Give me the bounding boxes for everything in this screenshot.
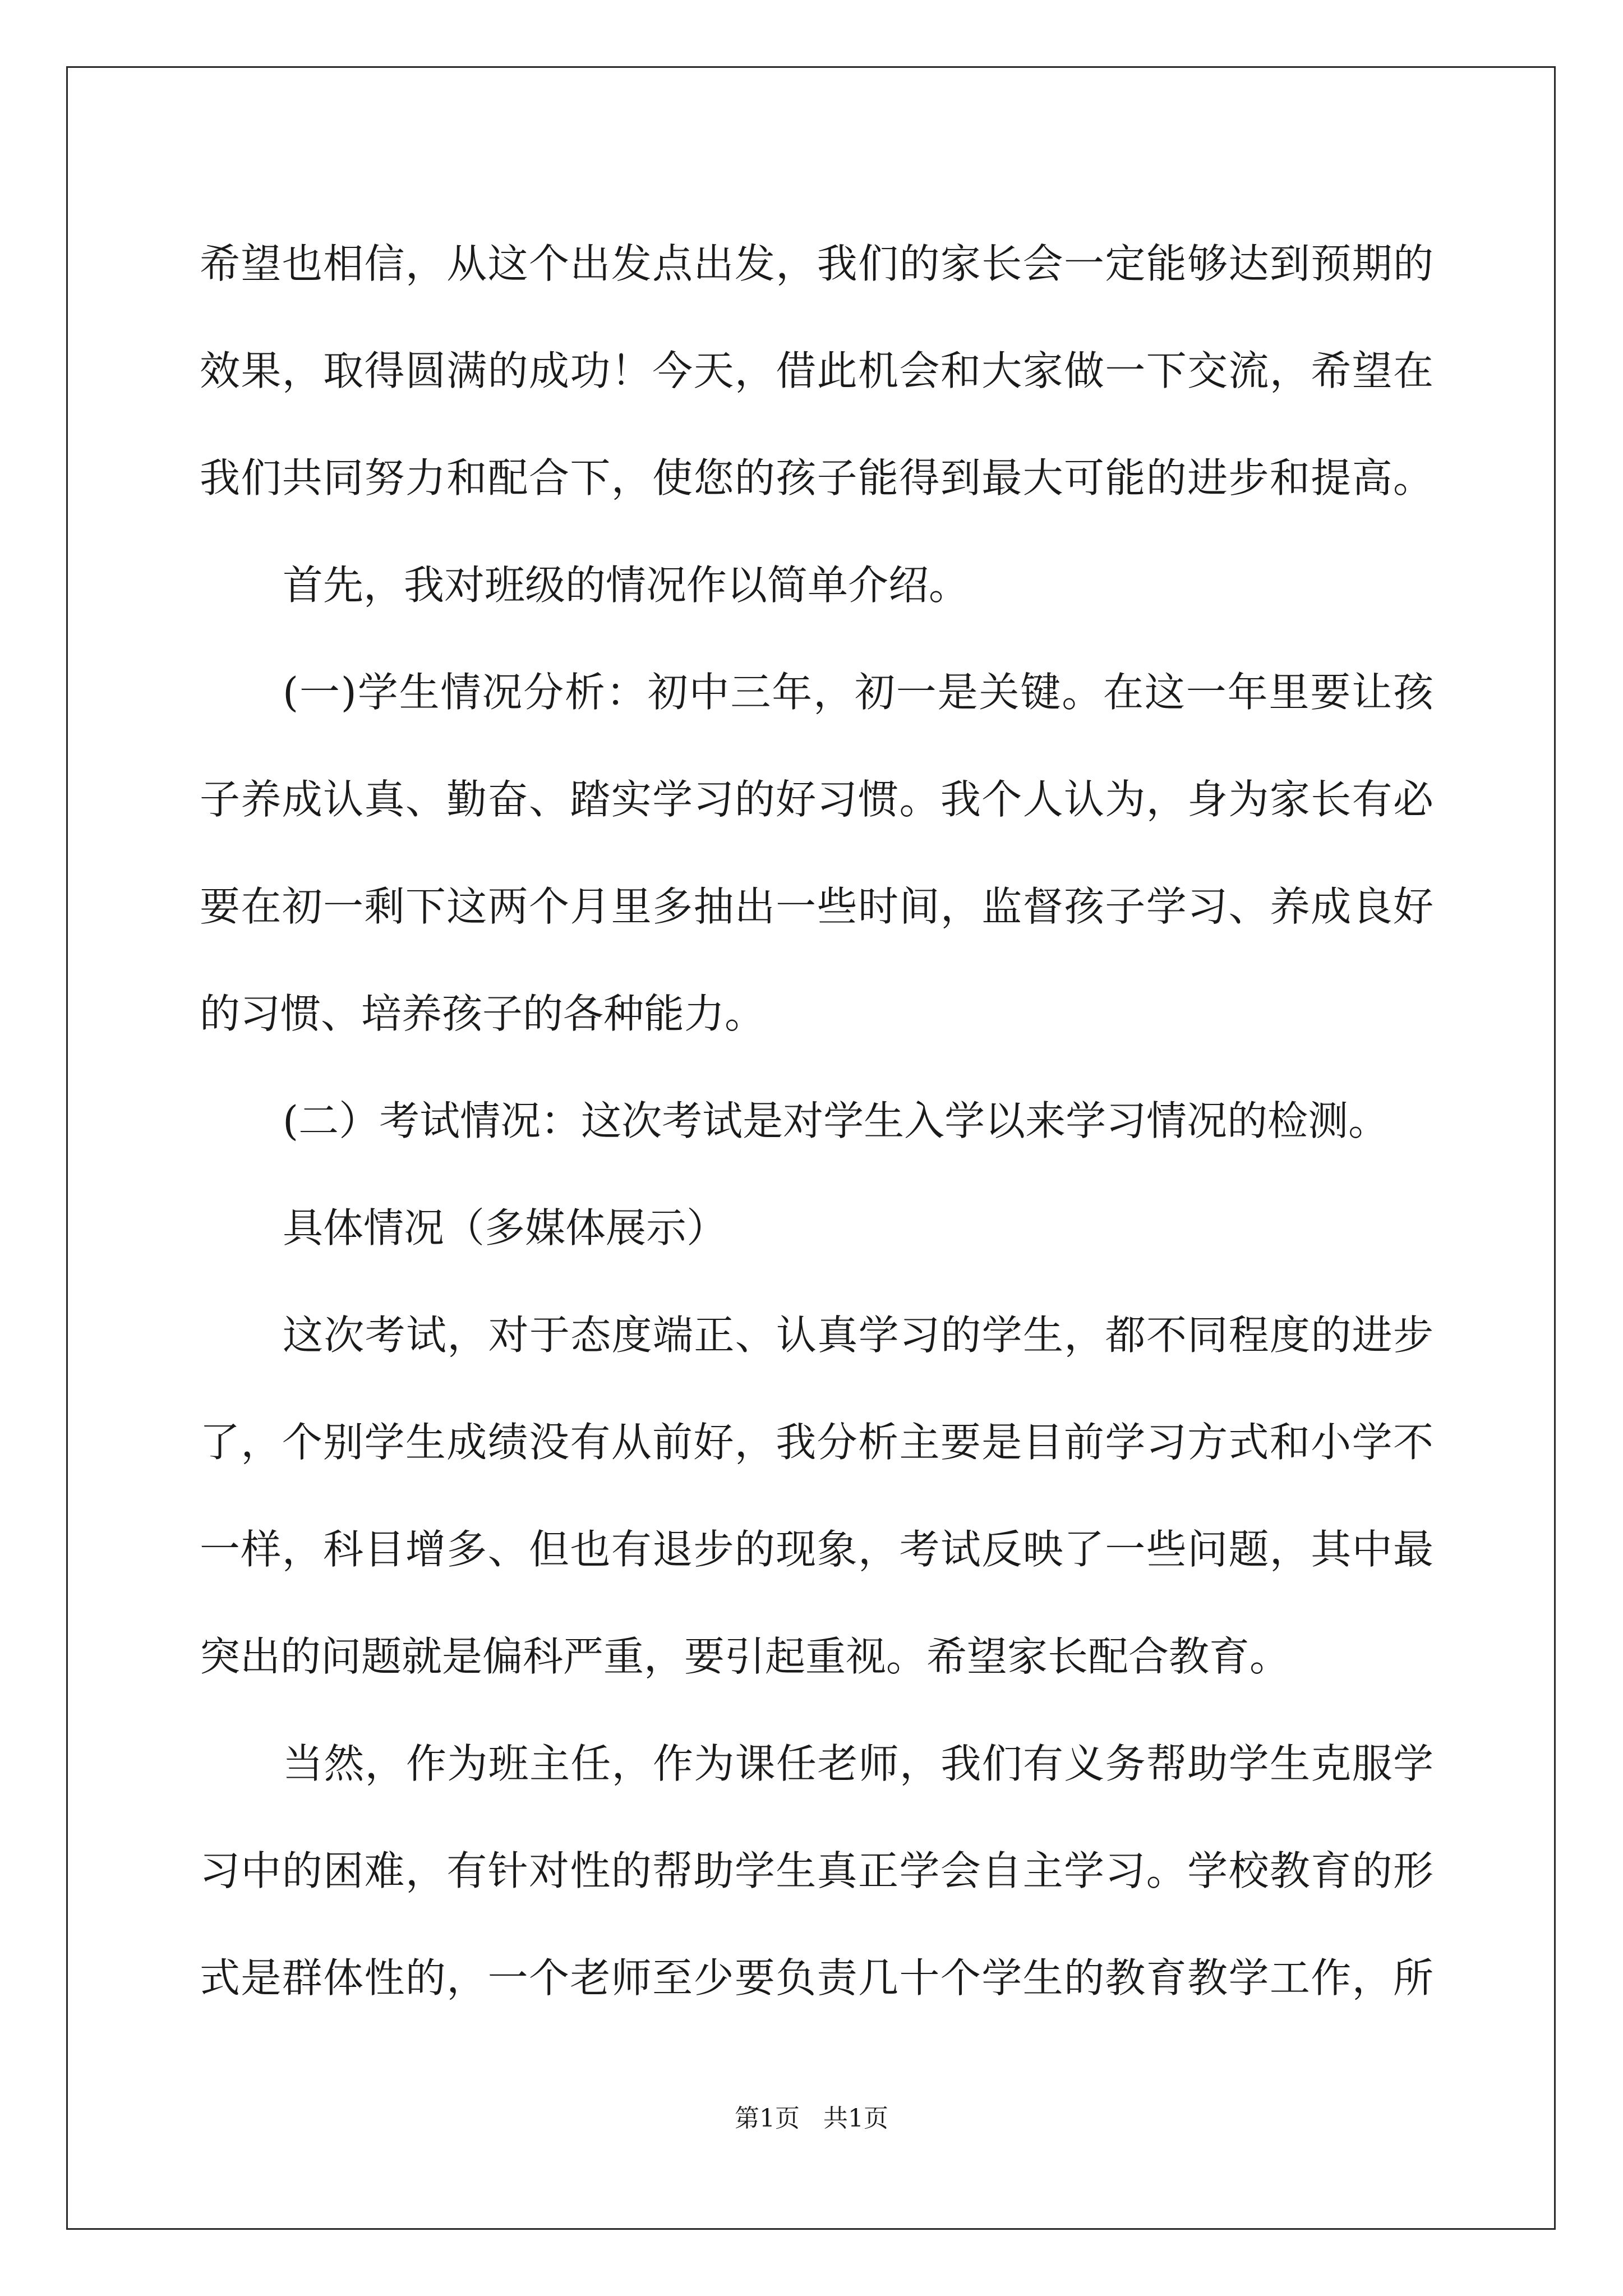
paragraph-line: 我们共同努力和配合下，使您的孩子能得到最大可能的进步和提高。 [200, 454, 1433, 501]
paragraph-line: 习中的困难，有针对性的帮助学生真正学会自主学习。学校教育的形 [200, 1847, 1433, 1894]
paragraph-line: 突出的问题就是偏科严重，要引起重视。希望家长配合教育。 [200, 1633, 1290, 1680]
document-body [200, 210, 1433, 2032]
paragraph-line: 了，个别学生成绩没有从前好，我分析主要是目前学习方式和小学不 [200, 1419, 1433, 1466]
paragraph-line: 要在初一剩下这两个月里多抽出一些时间，监督孩子学习、养成良好 [200, 883, 1433, 930]
paragraph-line: 希望也相信，从这个出发点出发，我们的家长会一定能够达到预期的 [200, 240, 1433, 287]
paragraph-line: 的习惯、培养孩子的各种能力。 [200, 990, 766, 1037]
paragraph-line: 子养成认真、勤奋、踏实学习的好习惯。我个人认为，身为家长有必 [200, 776, 1433, 823]
paragraph-line: 具体情况（多媒体展示） [283, 1204, 727, 1251]
paragraph-line: (二）考试情况：这次考试是对学生入学以来学习情况的检测。 [283, 1097, 1389, 1144]
paragraph-line: 这次考试，对于态度端正、认真学习的学生，都不同程度的进步 [283, 1312, 1433, 1359]
page-footer: 第1页 共1页 [735, 2104, 888, 2133]
paragraph-line: (一)学生情况分析：初中三年，初一是关键。在这一年里要让孩 [283, 669, 1433, 716]
paragraph-line: 当然，作为班主任，作为课任老师，我们有义务帮助学生克服学 [283, 1740, 1433, 1787]
paragraph-line: 一样，科目增多、但也有退步的现象，考试反映了一些问题，其中最 [200, 1526, 1433, 1573]
paragraph-line: 首先，我对班级的情况作以简单介绍。 [283, 562, 970, 609]
paragraph-line: 式是群体性的，一个老师至少要负责几十个学生的教育教学工作，所 [200, 1954, 1433, 2001]
paragraph-line: 效果，取得圆满的成功！今天，借此机会和大家做一下交流，希望在 [200, 347, 1433, 394]
